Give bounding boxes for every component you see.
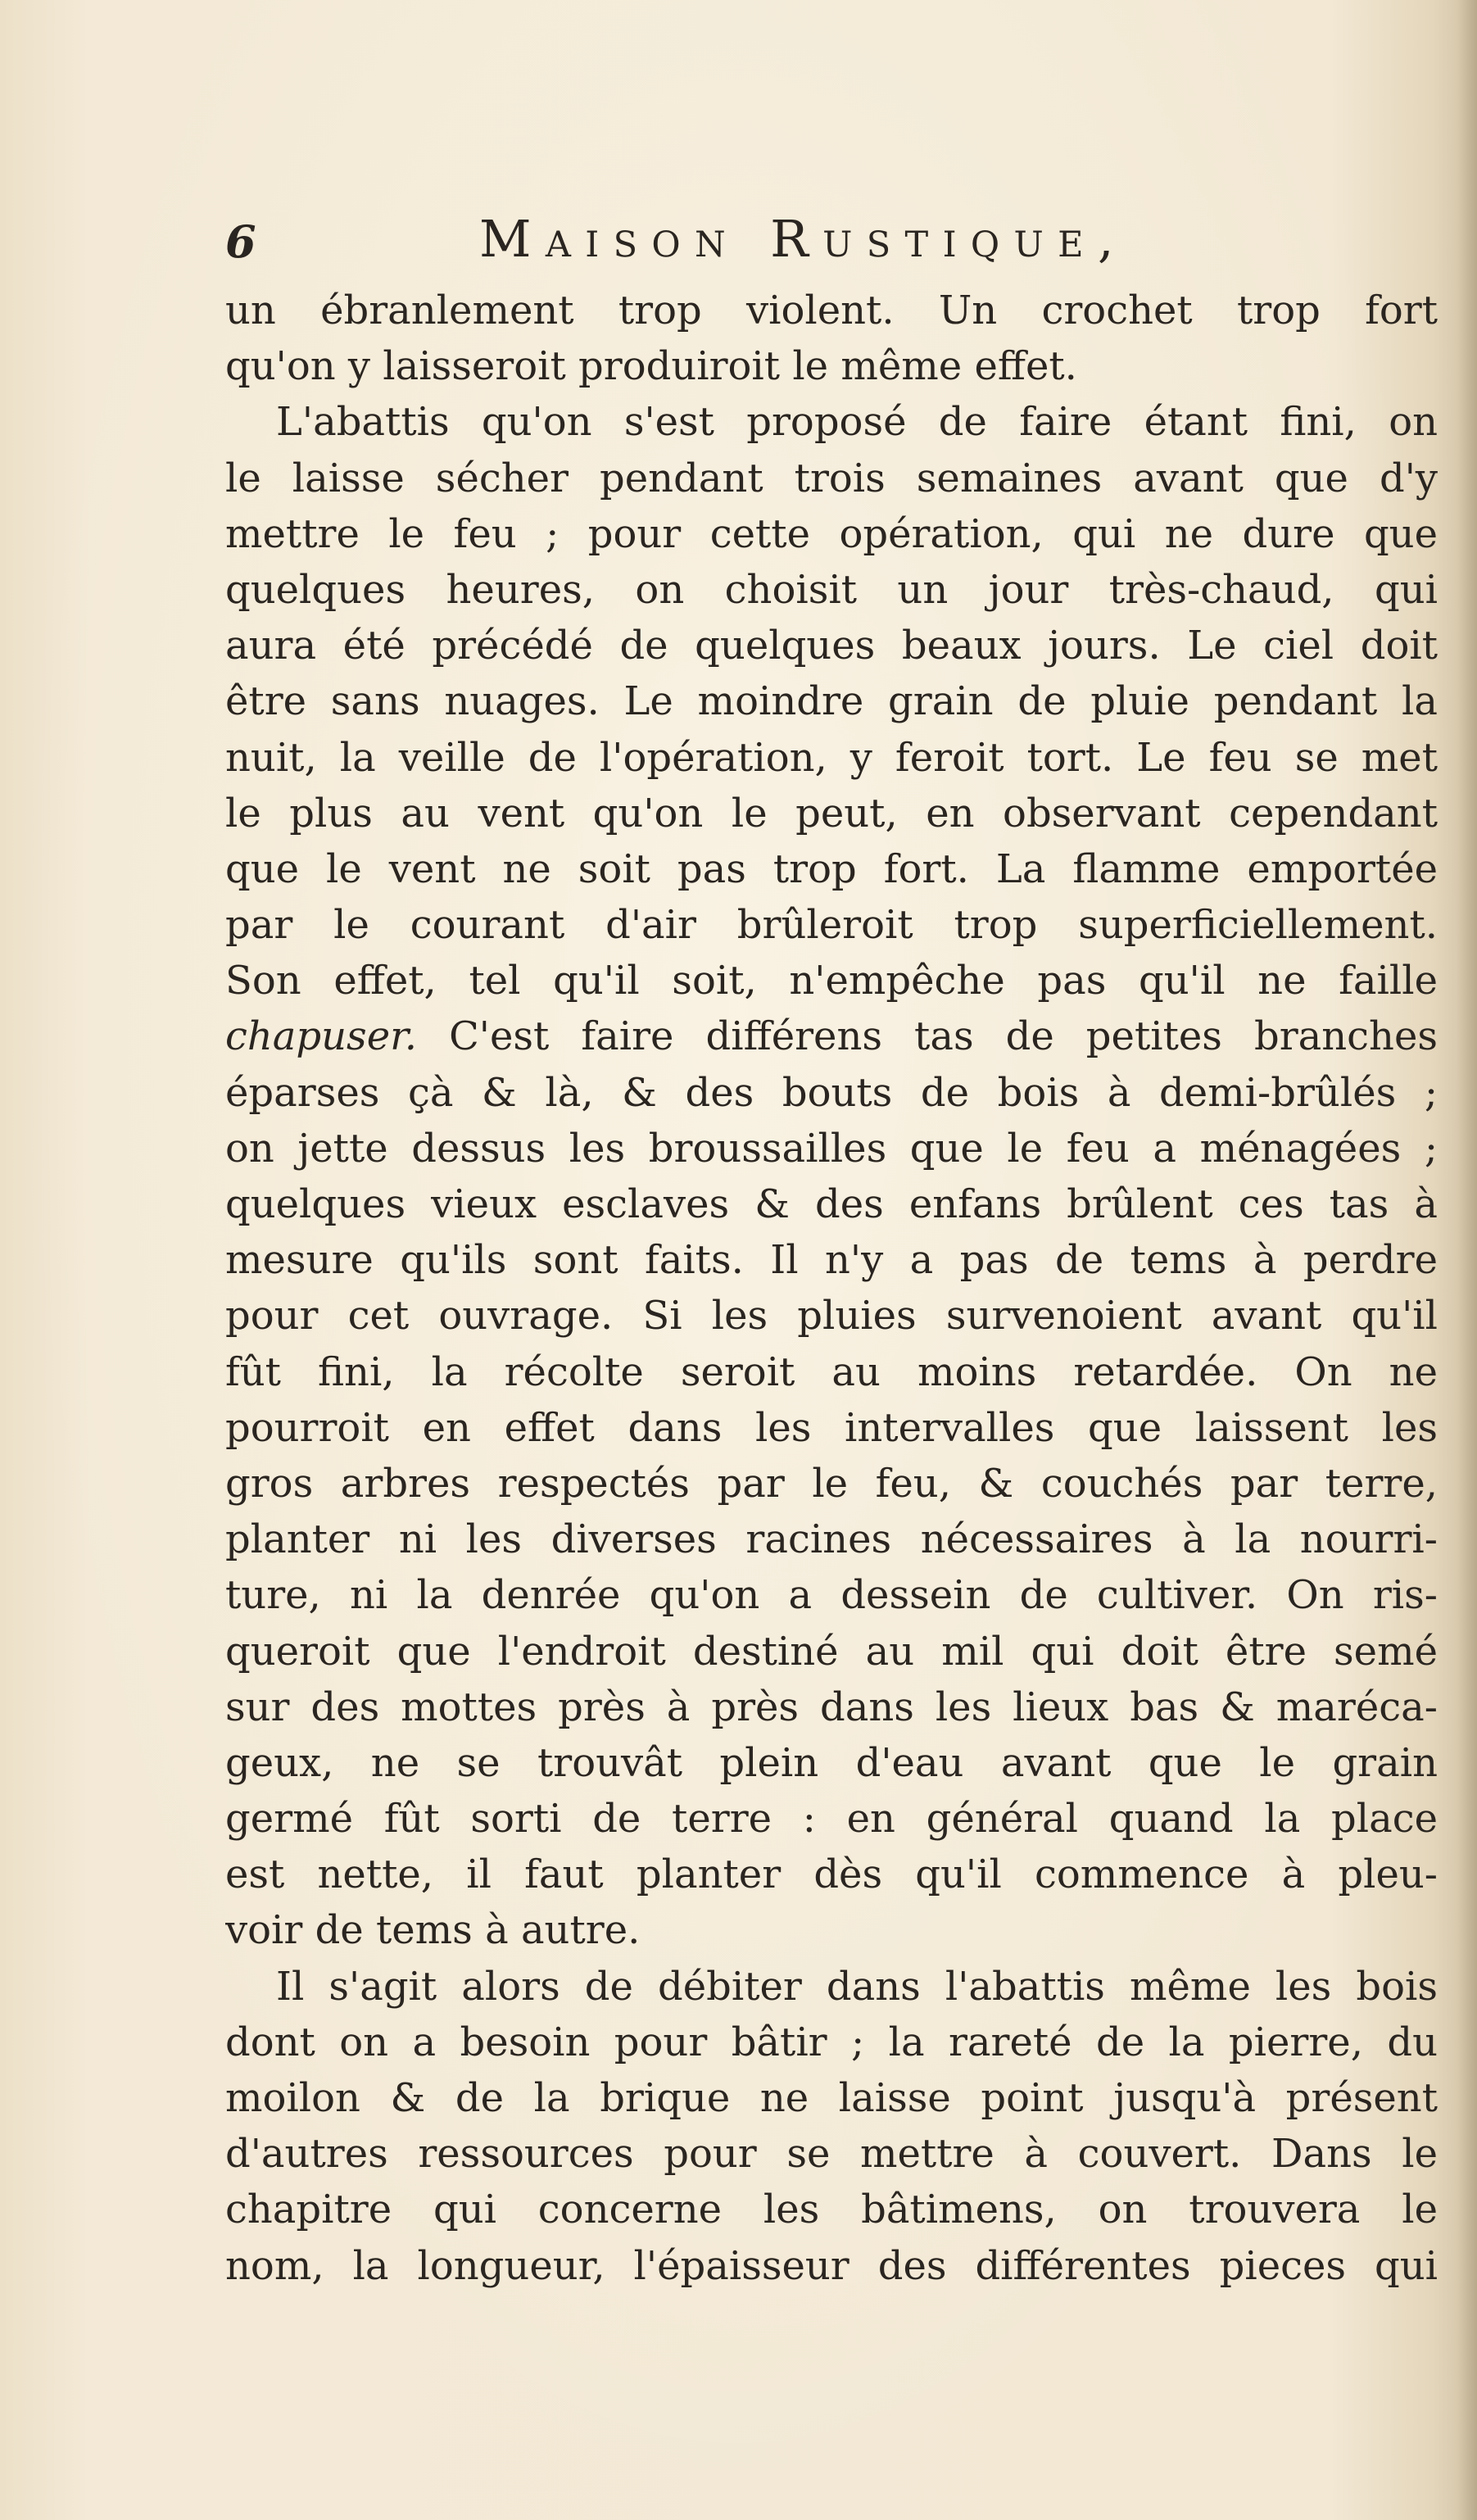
text-line: dont on a besoin pour bâtir ; la rareté de la pierre, du	[225, 2019, 1438, 2065]
page-edge-shadow	[1457, 0, 1477, 2520]
text-line: pour cet ouvrage. Si les pluies survenoient avant qu'il	[225, 1293, 1438, 1339]
text-line: éparses çà & là, & des bouts de bois à demi-brûlés ;	[225, 1069, 1438, 1116]
text-line: germé fût sorti de terre : en général quand la place	[225, 1796, 1438, 1842]
text-line: gros arbres respectés par le feu, & couchés par terre,	[225, 1460, 1438, 1507]
text-line: chapitre qui concerne les bâtimens, on trouvera le	[225, 2187, 1438, 2233]
text-line: voir de tems à autre.	[225, 1907, 641, 1954]
text-line: que le vent ne soit pas trop fort. La flamme emportée	[225, 845, 1438, 892]
text-line: Il s'agit alors de débiter dans l'abattis même les bois	[276, 1963, 1438, 2010]
text-line: le laisse sécher pendant trois semaines avant que d'y	[225, 455, 1438, 501]
running-title: Maison Rustique,	[479, 209, 1128, 269]
text-line: aura été précédé de quelques beaux jours. Le ciel doit	[225, 623, 1438, 669]
text-line: d'autres ressources pour se mettre à couvert. Dans le	[225, 2131, 1438, 2178]
page-header	[225, 209, 1438, 274]
text-line: le plus au vent qu'on le peut, en observant cependant	[225, 790, 1438, 836]
text-line: nuit, la veille de l'opération, y feroit tort. Le feu se met	[225, 734, 1438, 781]
text-line: fût fini, la récolte seroit au moins retardée. On ne	[225, 1348, 1438, 1395]
italic-term: chapuser.	[225, 1013, 418, 1060]
text-line: quelques heures, on choisit un jour très-chaud, qui	[225, 566, 1438, 613]
text-line: Son effet, tel qu'il soit, n'empêche pas qu'il ne faille	[225, 958, 1438, 1004]
text-line: mettre le feu ; pour cette opération, qui ne dure que	[225, 510, 1438, 557]
text-line: on jette dessus les broussailles que le feu a ménagées ;	[225, 1125, 1438, 1172]
text-line: qu'on y laisseroit produiroit le même effet.	[225, 343, 1077, 390]
text-line: être sans nuages. Le moindre grain de pluie pendant la	[225, 678, 1438, 725]
text-line: quelques vieux esclaves & des enfans brûlent ces tas à	[225, 1181, 1438, 1227]
body-text	[225, 283, 1438, 2294]
text-line: moilon & de la brique ne laisse point jusqu'à présent	[225, 2075, 1438, 2121]
text-line: ture, ni la denrée qu'on a dessein de cultiver. On ris-	[225, 1572, 1438, 1619]
text-line: mesure qu'ils sont faits. Il n'y a pas de tems à perdre	[225, 1237, 1438, 1284]
text-line	[225, 1008, 1438, 1064]
page-number: 6	[225, 215, 256, 268]
text-line: sur des mottes près à près dans les lieux bas & maréca-	[225, 1684, 1438, 1730]
text-line: nom, la longueur, l'épaisseur des différentes pieces qui	[225, 2242, 1438, 2289]
text-line: geux, ne se trouvât plein d'eau avant que le grain	[225, 1739, 1438, 1786]
text-line: est nette, il faut planter dès qu'il commence à pleu-	[225, 1851, 1438, 1898]
text-line: pourroit en effet dans les intervalles que laissent les	[225, 1404, 1438, 1451]
text-line-rest: C'est faire différens tas de petites branches	[417, 1013, 1438, 1060]
text-line: L'abattis qu'on s'est proposé de faire étant fini, on	[276, 399, 1438, 446]
text-line: un ébranlement trop violent. Un crochet trop fort	[225, 288, 1438, 333]
text-line: planter ni les diverses racines nécessaires à la nourri-	[225, 1516, 1438, 1563]
text-line: queroit que l'endroit destiné au mil qui doit être semé	[225, 1628, 1438, 1675]
text-line: par le courant d'air brûleroit trop superficiellement.	[225, 902, 1438, 949]
